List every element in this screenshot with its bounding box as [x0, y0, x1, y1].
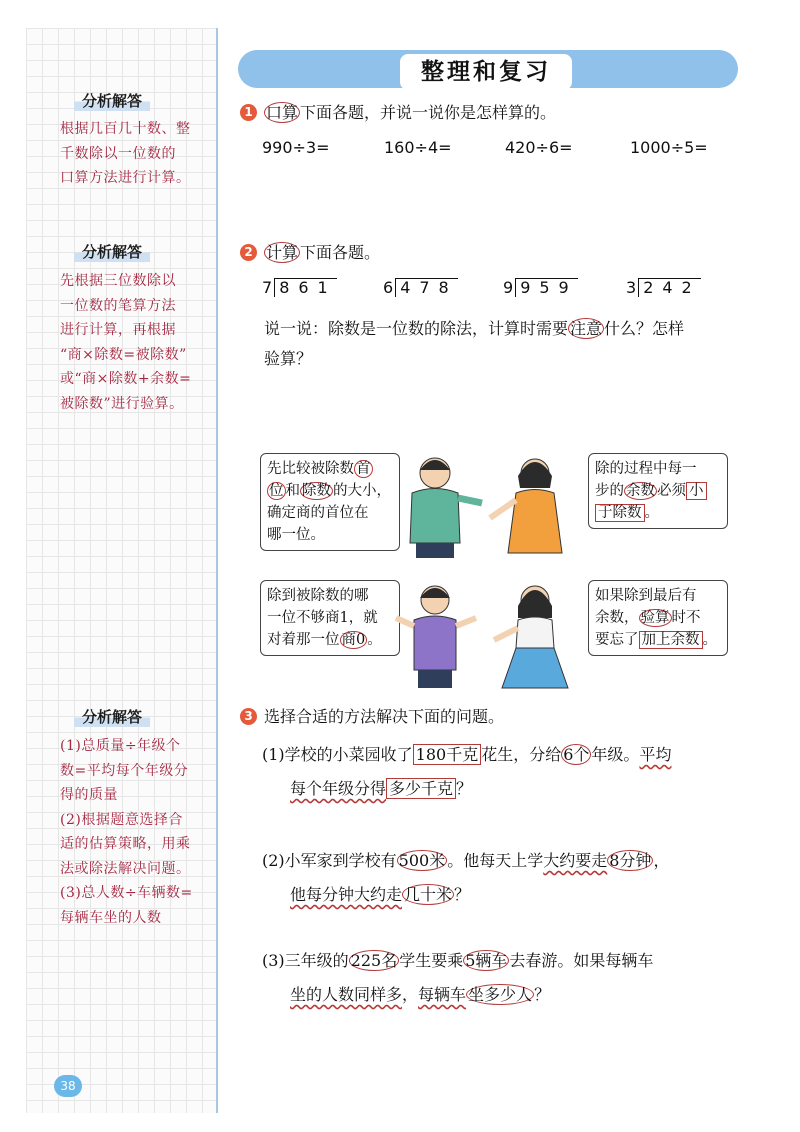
q3-problem-1-cont: 每个年级分得 多少千克 ？: [290, 779, 473, 798]
q3-problem-2-cont: 他每分钟大约走 几十米 ？: [290, 885, 471, 904]
analysis-title-1: 分析解答: [16, 90, 208, 111]
analysis-sidebar: [26, 28, 218, 1113]
analysis-body-3: (1)总质量÷年级个 数=平均每个年级分 得的质量 (2)根据题意选择合 适的估算策略，用乘 法或除法解决问题。 (3)总人数÷车辆数= 每辆车坐的人数: [60, 738, 193, 926]
speech-bubble: 如果除到最后有 余数， 验算 时不 要忘了 加上余数 。: [588, 580, 728, 656]
q1-item: 420÷6=: [505, 138, 573, 157]
analysis-body-2: 先根据三位数除以 一位数的笔算方法 进行计算，再根据 “商×除数=被除数” 或“商×除数+余数= 被除数”进行验算。: [60, 273, 192, 412]
long-division: 9 959: [503, 278, 578, 297]
q3-problem-1: (1)学校的小菜园收了 180千克 花生，分给 6个 年级。平均: [262, 745, 672, 764]
long-division: 7 861: [262, 278, 337, 297]
page-title: 整理和复习: [400, 54, 572, 90]
page-number: 38: [54, 1075, 82, 1097]
q1-item: 160÷4=: [384, 138, 452, 157]
speech-bubble: 除到被除数的哪 一位不够商1，就 对着那一位 商0 。: [260, 580, 400, 656]
children-illustration: [390, 448, 590, 698]
q1-number: 1: [240, 104, 257, 121]
q3-problem-3-cont: 坐的人数同样多，每辆车 坐多少人 ？: [290, 985, 551, 1004]
q1-item: 990÷3=: [262, 138, 330, 157]
q2-instruction: 计算 下面各题。: [266, 243, 381, 262]
q3-problem-2: (2)小军家到学校有 500米 。他每天上学大约要走 8分钟 ，: [262, 851, 670, 870]
long-division: 6 478: [383, 278, 458, 297]
q2-discussion: 说一说：除数是一位数的除法，计算时需要 注意 什么？怎样: [264, 319, 685, 338]
speech-bubble: 除的过程中每一 步的 余数 必须 小 于除数 。: [588, 453, 728, 529]
boy-figure: [396, 586, 476, 688]
long-division: 3 242: [626, 278, 701, 297]
girl-figure: [494, 586, 568, 688]
q3-problem-3: (3)三年级的 225名 学生要乘 5辆车 去春游。如果每辆车: [262, 951, 654, 970]
boy-figure: [410, 458, 482, 558]
q2-number: 2: [240, 244, 257, 261]
q3-instruction: 选择合适的方法解决下面的问题。: [264, 707, 505, 726]
q1-instruction: 口算 下面各题，并说一说你是怎样算的。: [266, 103, 557, 122]
speech-bubble: 先比较被除数 首 位 和 除数 的大小， 确定商的首位在 哪一位。: [260, 453, 400, 551]
analysis-title-3: 分析解答: [16, 706, 208, 727]
margin-divider: [216, 28, 218, 1113]
q1-item: 1000÷5=: [630, 138, 708, 157]
analysis-title-2: 分析解答: [16, 241, 208, 262]
q2-discussion-cont: 验算？: [264, 349, 313, 368]
analysis-body-1: 根据几百几十数、整 千数除以一位数的 口算方法进行计算。: [60, 121, 191, 186]
q3-number: 3: [240, 708, 257, 725]
girl-figure: [490, 459, 562, 553]
